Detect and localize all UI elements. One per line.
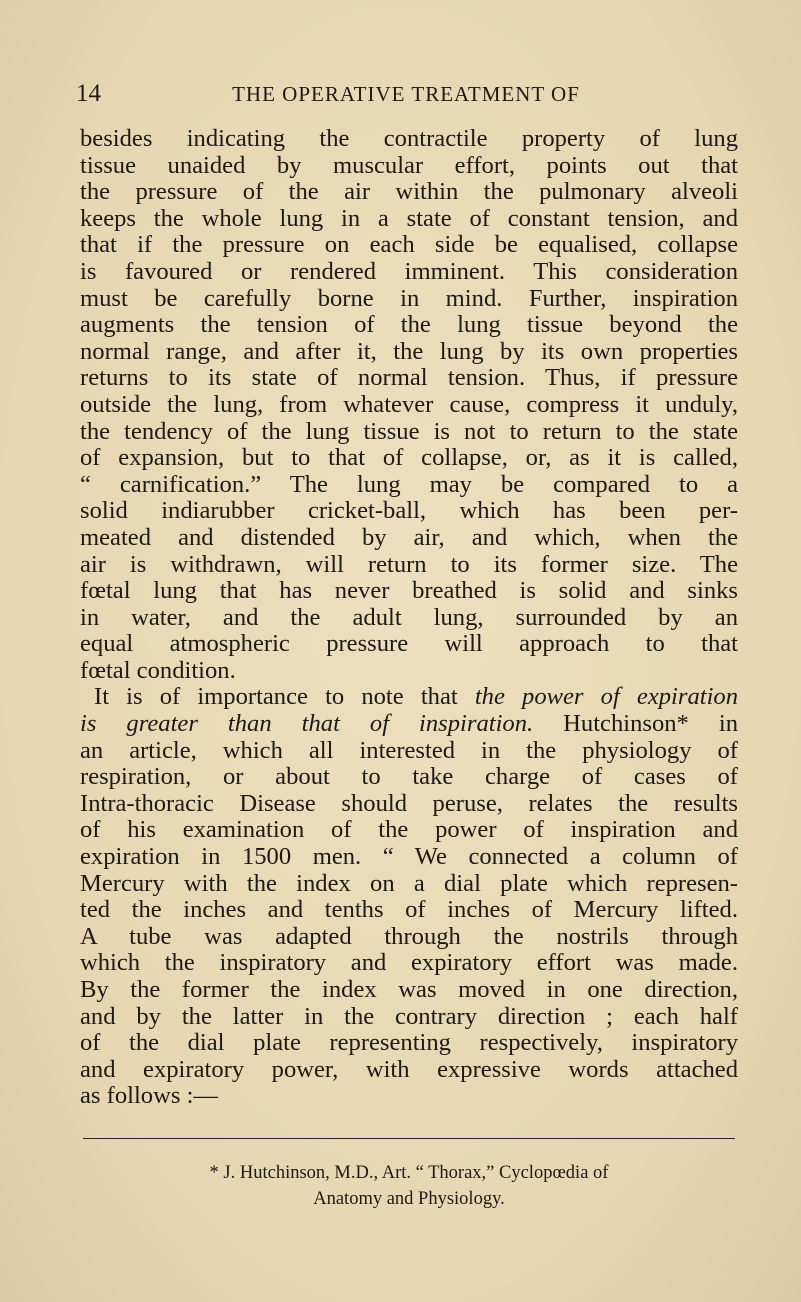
text-line: expiration in 1500 men. “ We connected a column of [80,843,738,871]
text-line: and expiratory power, with expressive words attached [80,1055,738,1083]
text-line: ted the inches and tenths of inches of Mercury lifted. [80,896,738,924]
text-line: normal range, and after it, the lung by its own properties [80,337,738,365]
text-line: besides indicating the contractile property of lung [80,125,738,152]
footnote-line: Anatomy and Physiology. [313,1189,505,1209]
text-run: It is of importance to note that [94,683,475,711]
text-line: fœtal lung that has never breathed is solid and sinks [80,577,738,605]
text-line: and by the latter in the contrary direction ; each half [80,1002,738,1030]
text-line: tissue unaided by muscular effort, points out that [80,151,738,179]
text-line: of his examination of the power of inspiration and [80,816,738,844]
footnote [80,1160,738,1212]
footnote-line: * J. Hutchinson, M.D., Art. “ Thorax,” Cyclopœdia of [209,1163,609,1183]
text-line: the tendency of the lung tissue is not to return to the state [80,417,738,445]
text-line: fœtal condition. [80,656,236,684]
text-line: which the inspiratory and expiratory effort was made. [80,949,738,977]
text-line: of the dial plate representing respectively, inspiratory [80,1029,738,1057]
text-line: keeps the whole lung in a state of constant tension, and [80,204,738,232]
text-line: respiration, or about to take charge of cases of [80,763,738,791]
text-line: A tube was adapted through the nostrils through [80,922,738,950]
text-line: By the former the index was moved in one direction, [80,976,738,1003]
text-line: must be carefully borne in mind. Further, inspiration [80,284,738,312]
text-line: equal atmospheric pressure will approach to that [80,630,738,658]
text-line: Intra-thoracic Disease should peruse, relates the results [80,789,738,817]
text-line [80,711,738,738]
text-line: returns to its state of normal tension. Thus, if pressure [80,364,738,392]
italic-emphasis: the power of expiration [474,683,738,711]
running-head: THE OPERATIVE TREATMENT OF [232,82,580,106]
text-line: air is withdrawn, will return to its former size. The [80,550,738,578]
text-line: solid indiarubber cricket-ball, which has been per- [80,497,738,525]
text-line: Mercury with the index on a dial plate which represen- [80,869,738,897]
footnote-rule [83,1138,735,1139]
text-line: is favoured or rendered imminent. This consideration [80,257,738,285]
text-line: in water, and the adult lung, surrounded by an [80,603,738,631]
page-header [76,80,736,112]
body-text [80,126,738,1110]
text-line: augments the tension of the lung tissue beyond the [80,311,738,339]
text-line: as follows :— [80,1082,218,1110]
text-line: meated and distended by air, and which, when the [80,523,738,551]
text-line [80,684,738,711]
text-line: “ carnification.” The lung may be compared to a [80,470,738,498]
italic-emphasis: is greater than that of inspiration. [80,710,534,738]
text-run: Hutchinson* in [533,710,738,738]
text-line: an article, which all interested in the physiology of [80,736,738,764]
text-line: of expansion, but to that of collapse, or, as it is called, [80,444,738,472]
text-line: outside the lung, from whatever cause, compress it unduly, [80,390,738,418]
text-line: that if the pressure on each side be equalised, collapse [80,231,738,259]
text-line: the pressure of the air within the pulmonary alveoli [80,178,738,206]
page-number: 14 [76,80,101,107]
